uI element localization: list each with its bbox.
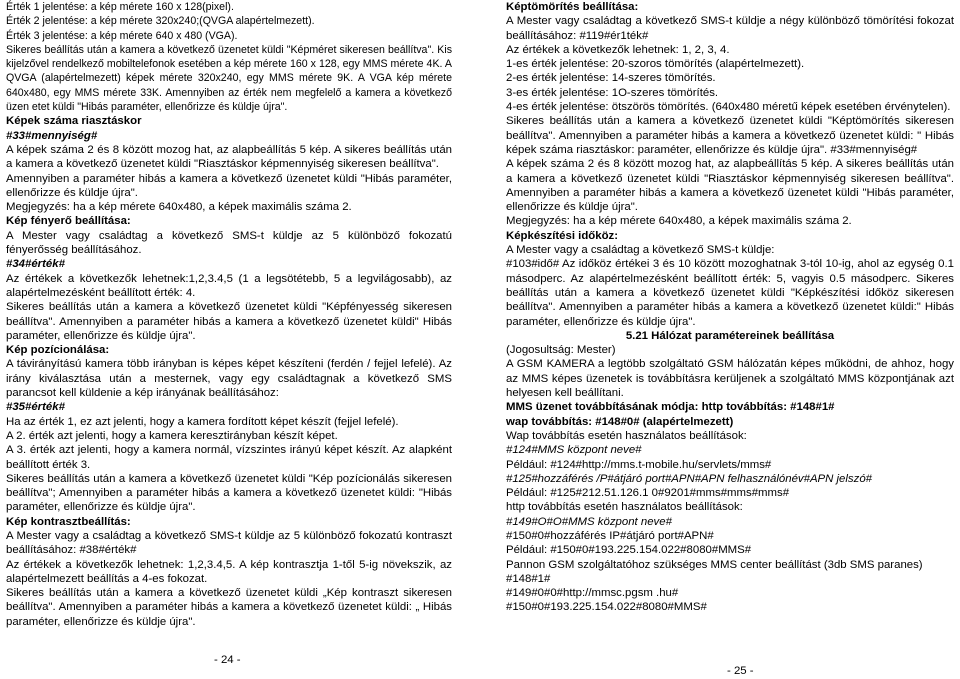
text-paragraph: Képkészítési időköz: (506, 229, 619, 242)
text-paragraph: #125#hozzáférés /P#átjáró port#APN#APN felhasználónév#APN jelszó# (506, 472, 872, 485)
text-paragraph: Sikeres beállítás után a kamera a következő üzenetet küldi "Képméret sikeresen beállítva". Kis kijelzővel rendelkező mobiltelefonok esetében a kép mérete 160 x 128, egy MMS mérete 4K. A QVGA (alapértelmezett) képek mérete 320x240, egy MMS mérete 9K. A VGA kép mérete 640x480, egy MMS mérete 33K. Amennyiben az érték nem megfelelő a kamera a következő üzen etet küldi "Hibás paraméter, ellenőrizze és küldje újra". (6, 43, 452, 114)
text-paragraph: 3-es érték jelentése: 1O-szeres tömörítés. (506, 86, 719, 99)
text-paragraph: Sikeres beállítás után a kamera a következő üzenetet küldi "Képtömörítés sikeresen beállítva". Amennyiben a paraméter hibás a kamera a következő üzenetet küldi: " Hibás képek száma riasztáskor: paraméter, ellenőrizze és küldje újra". #33#mennyiség# (506, 115, 954, 156)
text-paragraph: (Jogosultság: Mester) (506, 344, 616, 357)
text-paragraph: Az értékek a következők lehetnek: 1,2,3.4,5. A kép kontrasztja 1-től 5-ig növekszik, az alapértelmezett beállítás a 4-es fokozat. (6, 558, 452, 585)
text-paragraph: Pannon GSM szolgáltatóhoz szükséges MMS center beállítást (3db SMS paranes) (506, 558, 923, 571)
text-paragraph: #149#O#O#MMS központ neve# (506, 515, 672, 528)
text-paragraph: #34#érték# (6, 258, 65, 271)
text-paragraph: 5.21 Hálózat paramétereinek beállítása (625, 329, 835, 342)
text-paragraph: Sikeres beállítás után a kamera a következő üzenetet küldi "Képfényesség sikeresen beállítva". Amennyiben a paraméter hibás a kamera a következő üzenetet küldi" Hibás paraméter, ellenőrizze és küldje újra". (6, 301, 452, 342)
text-paragraph: A képek száma 2 és 8 között mozog hat, az alapbeállítás 5 kép. A sikeres beállítás után a kamera a következő üzenetet küldi "Riasztáskor képmennyiség sikeresen beállítva". (6, 143, 452, 171)
text-paragraph: Az értékek a következők lehetnek: 1, 2, 3, 4. (506, 43, 730, 56)
text-paragraph: Kép kontrasztbeállítás: (6, 515, 131, 528)
text-paragraph: A képek száma 2 és 8 között mozog hat, az alapbeállítás 5 kép. A sikeres beállítás után a kamera a következő üzenetet küldi "Riasztáskor képmennyiség sikeresen beállítva". Amennyiben a paraméter hibás a kamera a következő üzenetet küldi "Hibás paraméter, ellenőrizze és küldje újra". (506, 158, 954, 214)
text-paragraph: Kép fényerő beállítása: (6, 215, 131, 228)
right-page-number: - 25 - (727, 665, 754, 677)
text-paragraph: MMS üzenet továbbításának módja: http továbbítás: #148#1# (506, 401, 835, 414)
text-paragraph: 2-es érték jelentése: 14-szeres tömörítés. (506, 72, 716, 85)
text-paragraph: A GSM KAMERA a legtöbb szolgáltató GSM hálózatán képes működni, de ahhoz, hogy az MMS képes üzenetek is továbbításra kerüljenek a szolgáltató MMS központjának azt helyesen kell beállítani. (506, 358, 954, 400)
text-paragraph: A 2. érték azt jelenti, hogy a kamera keresztirányban készít képet. (6, 429, 338, 442)
text-paragraph: #150#0#193.225.154.022#8080#MMS# (506, 601, 707, 614)
text-paragraph: Megjegyzés: ha a kép mérete 640x480, a képek maximális száma 2. (6, 201, 352, 214)
text-paragraph: 1-es érték jelentése: 20-szoros tömörítés (alapértelmezett). (506, 58, 805, 71)
text-paragraph: A Mester vagy családtag a következő SMS-t küldje az 5 különböző fokozatú fényerősség beállításához. (6, 229, 452, 257)
text-paragraph: A Mester vagy a családtag a következő SMS-t küldje az 5 különböző fokozatú kontraszt beállításához: #38#érték# (6, 529, 452, 557)
text-paragraph: #124#MMS központ neve# (506, 444, 642, 457)
text-paragraph: A Mester vagy családtag a következő SMS-t küldje a négy különböző tömörítési fokozat beállításához: #119#ér1ték# (506, 15, 954, 42)
text-paragraph: Például: #125#212.51.126.1 0#9201#mms#mms#mms# (506, 487, 790, 500)
text-paragraph: Ha az érték 1, ez azt jelenti, hogy a kamera fordított képet készít (fejjel lefelé). (6, 415, 399, 428)
text-paragraph: Érték 3 jelentése: a kép mérete 640 x 480 (VGA). (6, 29, 238, 42)
text-paragraph: A Mester vagy a családtag a következő SMS-t küldje: (506, 244, 775, 257)
text-paragraph: Sikeres beállítás után a kamera a következő üzenetet küldi „Kép kontraszt sikeresen beállítva". Amennyiben a paraméter hibás a kamera a következő üzenetet küldi: „ Hibás paraméter, ellenőrizze és küldje újra". (6, 587, 452, 628)
text-paragraph: Sikeres beállítás után a kamera a következő üzenetet küldi "Kép pozícionálás sikeresen beállítva"; Amennyiben a paraméter hibás a kamera a következő üzenetet küldi: "Hibás paraméter, ellenőrizze és küldje újra". (6, 472, 452, 514)
text-paragraph: wap továbbítás: #148#0# (alapértelmezett) (506, 415, 734, 428)
text-paragraph: Érték 1 jelentése: a kép mérete 160 x 128(pixel). (6, 1, 234, 13)
text-paragraph: Megjegyzés: ha a kép mérete 640x480, a képek maximális száma 2. (506, 215, 852, 228)
text-paragraph: Amennyiben a paraméter hibás a kamera a következő üzenetet küldi "Hibás paraméter, ellenőrizze és küldje újra". (6, 172, 452, 199)
text-paragraph: #103#idő# Az időköz értékei 3 és 10 között mozoghatnak 3-tól 10-ig, ahol az egység 0.1 másodperc. Az alapértelmezésként beállított érték: 5, vagyis 0.5 másodperc. Sikeres beállítás után a kamera a következő üzenetet küldi "Képkészítési időköz sikeresen beállítva". Amennyiben a paraméter hibás a kamera a következő üzenetet küldi:" Hibás paraméter, ellenőrizze és küldje újra". (506, 258, 954, 328)
text-paragraph: Wap továbbítás esetén használatos beállítások: (506, 429, 747, 442)
text-paragraph: http továbbítás esetén használatos beállítások: (506, 501, 743, 514)
text-paragraph: Az értékek a következők lehetnek:1,2,3.4,5 (1 a legsötétebb, 5 a legvilágosabb), az alapértelmezésként beállított érték: 4. (6, 272, 452, 299)
text-paragraph: #33#mennyiség# (6, 129, 98, 142)
left-page-text-column (6, 0, 452, 629)
text-paragraph: A 3. érték azt jelenti, hogy a kamera normál, vízszintes irányú képet készít. Az alapként beállított érték 3. (6, 444, 452, 471)
text-paragraph: Érték 2 jelentése: a kép mérete 320x240;(QVGA alapértelmezett). (6, 15, 315, 28)
text-paragraph: Képek száma riasztáskor (6, 115, 142, 128)
text-paragraph: 4-es érték jelentése: ötszörös tömörítés. (640x480 méretű képek esetében érvénytelen). (506, 101, 951, 114)
text-paragraph: #35#érték# (6, 401, 65, 414)
text-paragraph: A távirányítású kamera több irányban is képes képet készíteni (ferdén / fejjel lefelé). Az irány kiválasztása után a mesternek, vagy egy családtagnak a következő SMS parancsot kell küldenie a kép irányának beállításához: (6, 358, 452, 400)
text-paragraph: #149#0#0#http://mmsc.pgsm .hu# (506, 587, 679, 600)
left-page-number: - 24 - (214, 654, 241, 666)
right-page-text-column (506, 0, 954, 615)
text-paragraph: Kép pozícionálása: (6, 344, 110, 357)
text-paragraph: Képtömörítés beállítása: (506, 1, 639, 13)
text-paragraph: #148#1# (506, 572, 551, 585)
text-paragraph: Például: #150#0#193.225.154.022#8080#MMS# (506, 544, 752, 557)
text-paragraph: #150#0#hozzáférés IP#átjáró port#APN# (506, 529, 714, 542)
text-paragraph: Például: #124#http://mms.t-mobile.hu/servlets/mms# (506, 458, 772, 471)
